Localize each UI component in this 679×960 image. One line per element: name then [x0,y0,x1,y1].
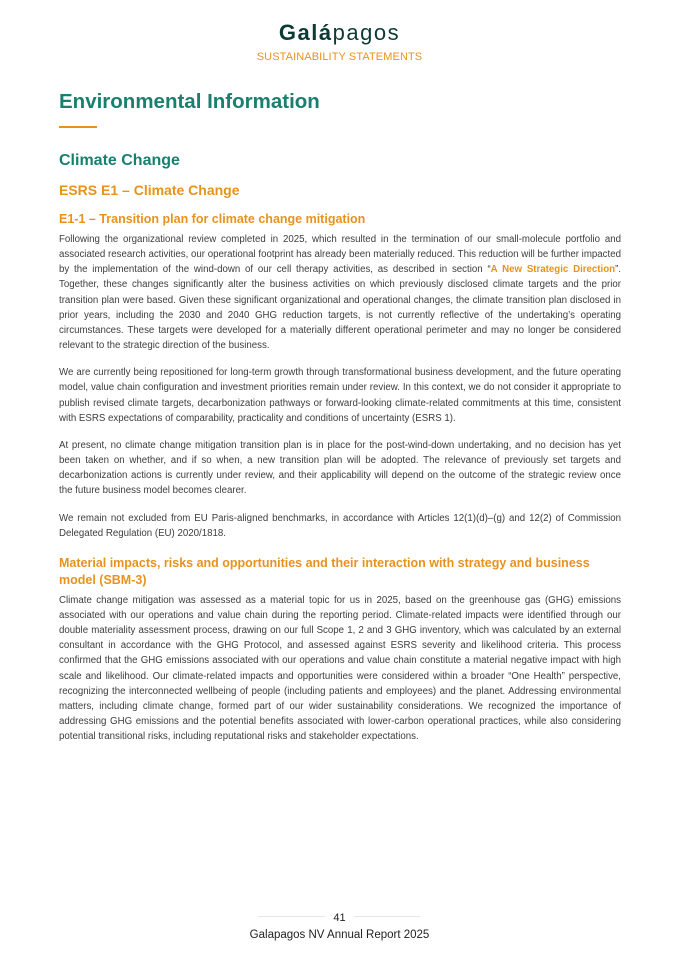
paragraph-2: We are currently being repositioned for long-term growth through transformational business development, and the future operating model, value chain configuration and investment priorities remain under review. In this context, we do not consider it appropriate to publish revised climate targets, decarbonization pathways or forward-looking climate-related commitments at this time, consistent with ESRS expectations of comparability, practicality and conditions of uncertainty (ESRS 1). [59,367,621,424]
page-footer [0,908,679,943]
logo-bold-part: Galá [278,20,333,45]
subsection-title-sbm3: Material impacts, risks and opportunities and their interaction with strategy and business model (SBM-3) [59,555,590,587]
section-title: Climate Change [59,152,180,169]
paragraph-4: We remain not excluded from EU Paris-aligned benchmarks, in accordance with Articles 12(1)(d)–(g) and 12(2) of Commission Delegated Regulation (EU) 2020/1818. [59,512,621,539]
page-title: Environmental Information [59,90,320,113]
header-subtitle: SUSTAINABILITY STATEMENTS [256,51,423,63]
page-header [0,20,679,64]
subsection-title-transition-plan: E1-1 – Transition plan for climate change mitigation [59,212,366,226]
galapagos-logo [0,20,679,46]
main-content [59,88,621,744]
paragraph-1-text-a: Following the organizational review completed in 2025, which resulted in the termination of our small-molecule portfolio and associated research activities, our operational footprint has already been materially reduced. This reduction will be further impacted by the implementation of the wind-down of our cell therapy activities, as described in section “ [59,234,621,276]
page-number-wrap [0,908,679,924]
paragraph-3: At present, no climate change mitigation transition plan is in place for the post-wind-down undertaking, and no decision has yet been taken on whether, and if so when, a new transition plan will be adopted. The relevance of previously set targets and decarbonization actions is currently under review, and their applicability will depend on the outcome of the strategic review once the future business model becomes clearer. [59,439,621,497]
report-title: Galapagos NV Annual Report 2025 [249,929,430,941]
esrs-title: ESRS E1 – Climate Change [59,182,240,198]
strategic-direction-link[interactable]: A New Strategic Direction [490,264,616,276]
paragraph-1-text-b: ”. Together, these changes significantly alter the business activities on which previously disclosed climate targets and the prior transition plan were based. Given these significant organizational and operational changes, the climate transition plan disclosed in prior years, including the 2030 and 2040 GHG reduction targets, is not currently reflective of the undertaking’s operating circumstances. These targets were developed for a materially different operational perimeter and may no longer be considered relevant to the strategic direction of the business. [59,264,621,352]
paragraph-1 [59,232,621,353]
paragraph-5: Climate change mitigation was assessed as a material topic for us in 2025, based on the greenhouse gas (GHG) emissions associated with our operations and value chain during the reporting period. Climate-related impacts were identified through our double materiality assessment process, drawing on our full Scope 1, 2 and 3 GHG inventory, which was calculated by an external consultant in accordance with the GHG Protocol, and assessed against ESRS severity and likelihood criteria. This process confirmed that the GHG emissions associated with our operations and value chain constitute a material negative impact with high scale and likelihood. Our climate-related impacts and opportunities were considered within a broader “One Health” perspective, recognizing the interconnected wellbeing of people (including patients and employees) and the planet. Addressing environmental matters, including climate change, formed part of our wider sustainability considerations. We recognized the importance of addressing GHG emissions and the potential benefits associated with lower-carbon operational practices, while also considering potential transitional risks, including reputational risks and stakeholder expectations. [59,594,621,743]
title-underline [59,126,97,128]
page-number: 41 [325,910,353,926]
logo-light-part: pagos [332,20,401,45]
